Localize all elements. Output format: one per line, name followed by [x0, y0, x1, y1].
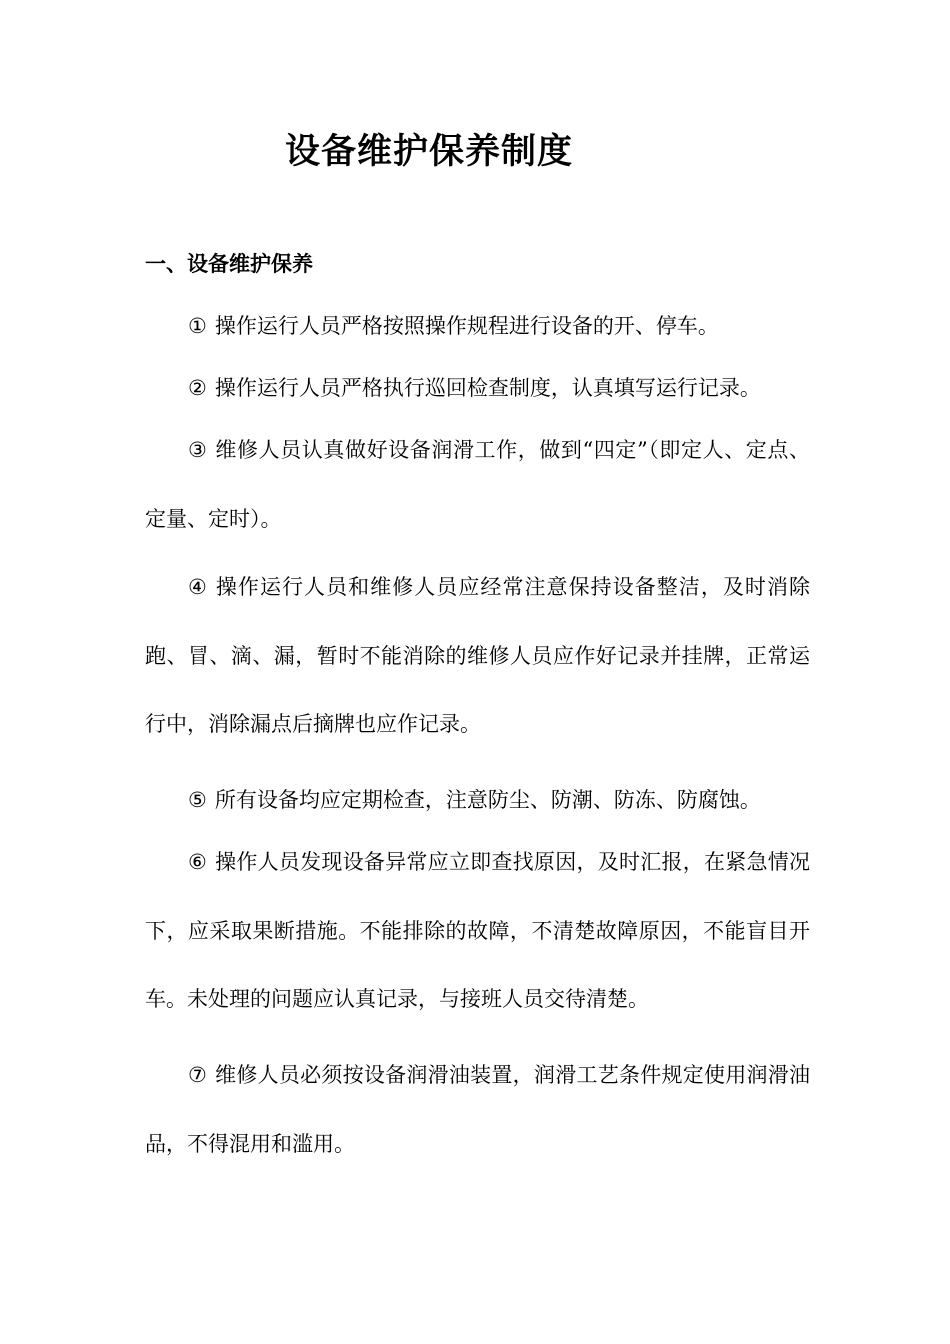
- item-text: 维修人员认真做好设备润滑工作，做到“四定”（即定人、定点、定量、定时）。: [145, 438, 810, 531]
- item-number: ④: [188, 575, 208, 599]
- item-text: 操作运行人员严格按照操作规程进行设备的开、停车。: [214, 314, 719, 338]
- item-number: ③: [188, 438, 208, 462]
- item-text: 操作人员发现设备异常应立即查找原因，及时汇报，在紧急情况下，应采取果断措施。不能排除的故障，不清楚故障原因，不能盲目开车。未处理的问题应认真记录，与接班人员交待清楚。: [145, 850, 811, 1011]
- item-text: 所有设备均应定期检查，注意防尘、防潮、防冻、防腐蚀。: [214, 788, 761, 812]
- section-heading: 一、设备维护保养: [145, 251, 313, 276]
- list-item: [145, 828, 810, 1034]
- item-number: ⑤: [188, 788, 207, 812]
- list-item: [145, 354, 810, 423]
- list-item: [145, 1041, 810, 1178]
- item-text: 操作运行人员和维修人员应经常注意保持设备整洁，及时消除跑、冒、滴、漏，暂时不能消除的维修人员应作好记录并挂牌，正常运行中，消除漏点后摘牌也应作记录。: [145, 575, 811, 736]
- item-number: ⑦: [188, 1063, 208, 1087]
- list-item: [145, 292, 810, 361]
- document-title: 设备维护保养制度: [285, 131, 574, 172]
- list-item: [145, 553, 810, 759]
- item-text: 操作运行人员严格执行巡回检查制度，认真填写运行记录。: [214, 376, 761, 400]
- list-item: [145, 416, 810, 553]
- item-text: 维修人员必须按设备润滑油装置，润滑工艺条件规定使用润滑油品，不得混用和滥用。: [145, 1063, 811, 1156]
- item-number: ⑥: [188, 850, 208, 874]
- item-number: ②: [188, 376, 207, 400]
- item-number: ①: [188, 314, 207, 338]
- list-item: [145, 766, 810, 835]
